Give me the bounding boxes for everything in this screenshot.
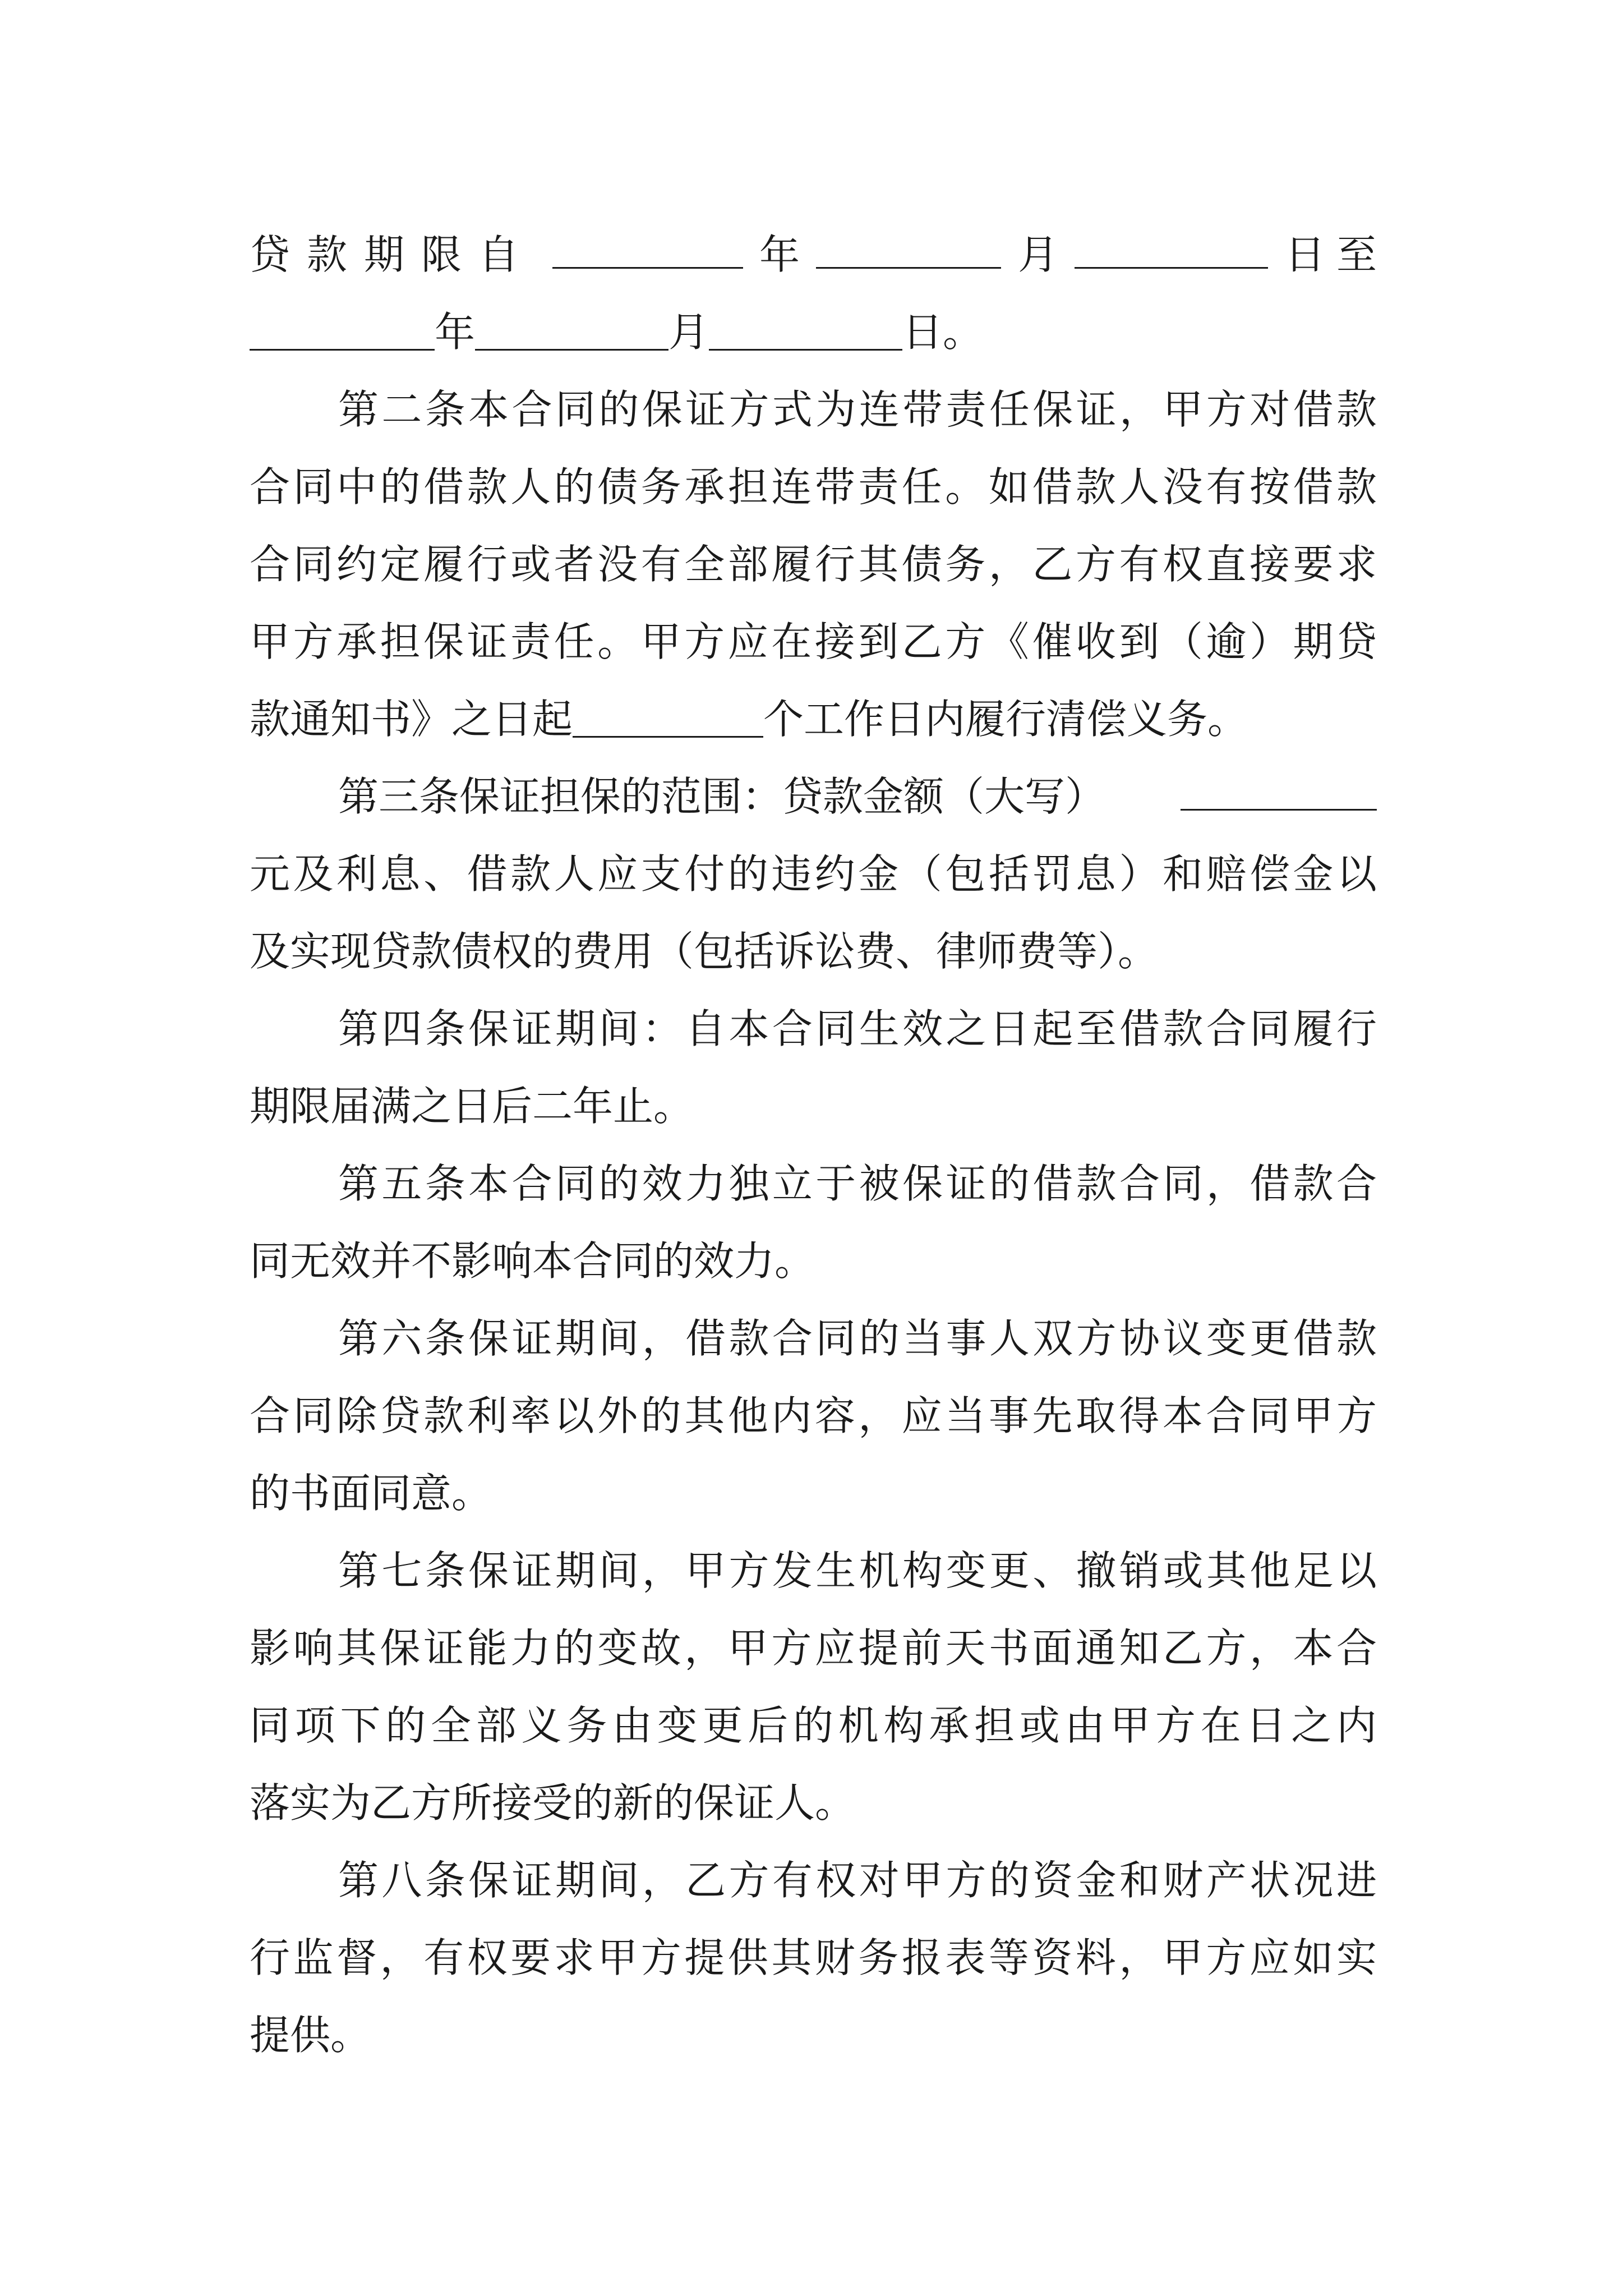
article2-line-5-post: 个工作日内履行清偿义务。 bbox=[763, 696, 1248, 743]
article2-line-2: 合同中的借款人的债务承担连带责任。如借款人没有按借款 bbox=[250, 463, 1377, 510]
article4-line-2: 期限届满之日后二年止。 bbox=[250, 1083, 694, 1130]
end-year-blank bbox=[250, 310, 435, 351]
article2-line-3: 合同约定履行或者没有全部履行其债务，乙方有权直接要求 bbox=[250, 541, 1377, 588]
start-month-blank bbox=[816, 228, 1001, 269]
end-month-blank bbox=[475, 310, 668, 351]
article2-line-4: 甲方承担保证责任。甲方应在接到乙方《催收到（逾）期贷 bbox=[250, 618, 1377, 665]
article2-line-5-pre: 款通知书》之日起 bbox=[250, 696, 573, 743]
article6-line-2: 合同除贷款利率以外的其他内容，应当事先取得本合同甲方 bbox=[250, 1392, 1377, 1439]
article8-line-2: 行监督，有权要求甲方提供其财务报表等资料，甲方应如实 bbox=[250, 1934, 1377, 1981]
loan-amount-blank bbox=[1181, 770, 1377, 811]
year2-label: 年 bbox=[435, 309, 476, 356]
article5-line-2: 同无效并不影响本合同的效力。 bbox=[250, 1237, 815, 1285]
article6-line-1: 第六条保证期间，借款合同的当事人双方协议变更借款 bbox=[338, 1315, 1377, 1362]
article7-line-3: 同项下的全部义务由变更后的机构承担或由甲方在日之内 bbox=[250, 1702, 1377, 1749]
article8-line-3: 提供。 bbox=[250, 2012, 371, 2059]
article6-line-3: 的书面同意。 bbox=[250, 1470, 492, 1517]
article4-line-1: 第四条保证期间：自本合同生效之日起至借款合同履行 bbox=[338, 1005, 1377, 1052]
article7-line-4: 落实为乙方所接受的新的保证人。 bbox=[250, 1779, 856, 1826]
month-label: 月 bbox=[1017, 231, 1058, 278]
month2-label: 月 bbox=[668, 309, 709, 356]
start-year-blank bbox=[552, 228, 743, 269]
workdays-blank bbox=[573, 697, 763, 738]
article2-line-1: 第二条本合同的保证方式为连带责任保证，甲方对借款 bbox=[338, 386, 1377, 433]
article5-line-1: 第五条本合同的效力独立于被保证的借款合同，借款合 bbox=[338, 1160, 1377, 1207]
article3-line-1-pre: 第三条保证担保的范围：贷款金额（大写） bbox=[338, 773, 1106, 820]
article3-line-2: 元及利息、借款人应支付的违约金（包括罚息）和赔偿金以 bbox=[250, 850, 1377, 898]
year-label: 年 bbox=[759, 231, 800, 278]
day2-label: 日。 bbox=[902, 309, 984, 356]
day-to-label: 日至 bbox=[1284, 231, 1388, 278]
article7-line-1: 第七条保证期间，甲方发生机构变更、撤销或其他足以 bbox=[338, 1547, 1377, 1594]
article3-line-3: 及实现贷款债权的费用（包括诉讼费、律师费等）。 bbox=[250, 928, 1159, 975]
document-body bbox=[250, 216, 1388, 2074]
article8-line-1: 第八条保证期间，乙方有权对甲方的资金和财产状况进 bbox=[338, 1857, 1377, 1904]
start-day-blank bbox=[1075, 228, 1268, 269]
loan-term-line-2 bbox=[250, 293, 1377, 371]
end-day-blank bbox=[709, 310, 902, 351]
article3-line-1 bbox=[250, 758, 1377, 835]
article2-line-5 bbox=[250, 680, 1377, 758]
article7-line-2: 影响其保证能力的变故，甲方应提前天书面通知乙方，本合 bbox=[250, 1625, 1377, 1672]
loan-term-prefix: 贷款期限自 bbox=[250, 231, 536, 278]
loan-term-line-1 bbox=[250, 216, 1388, 293]
